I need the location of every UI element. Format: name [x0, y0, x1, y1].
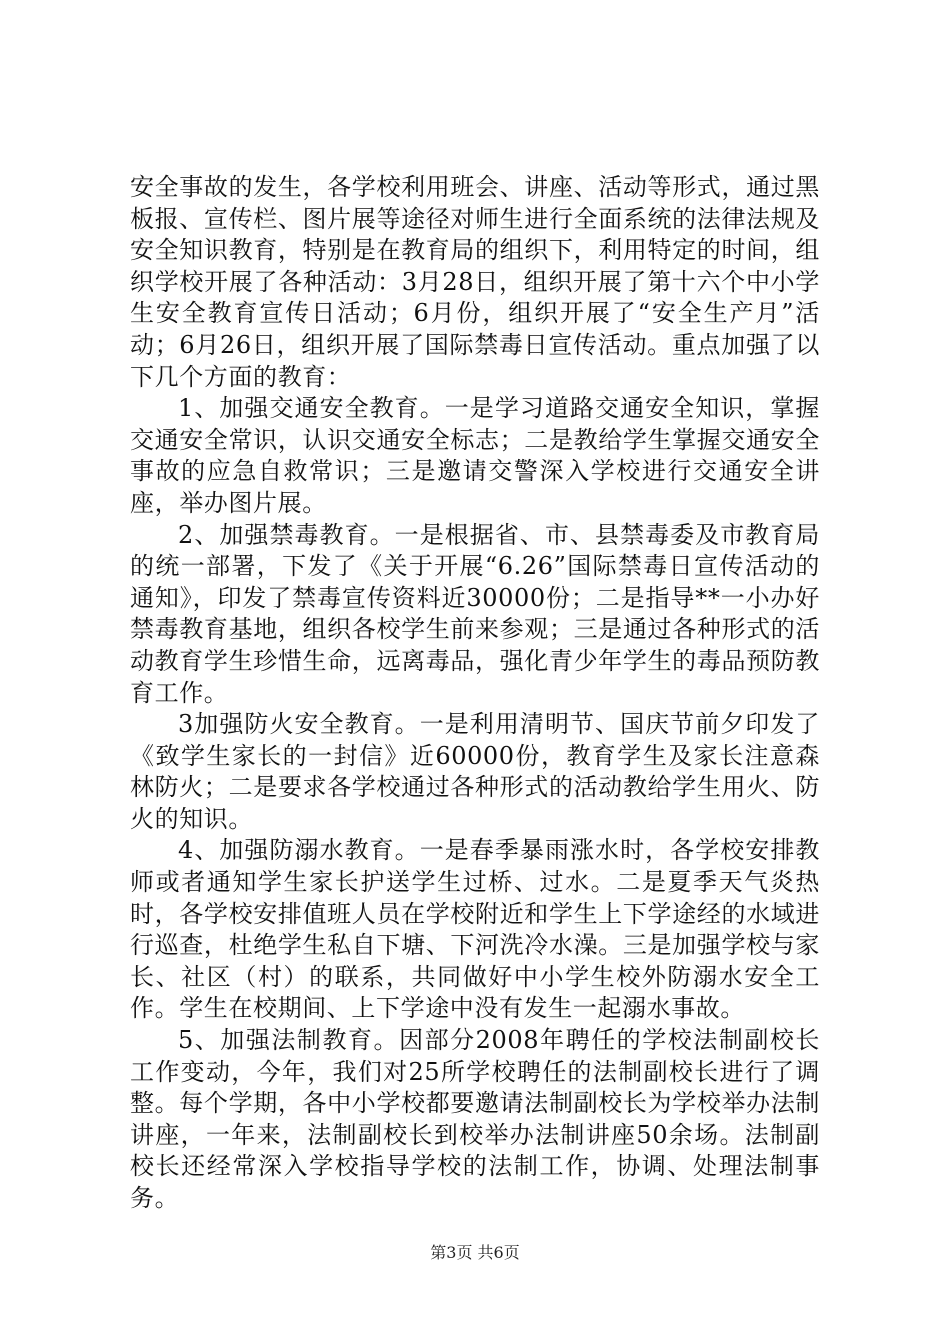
paragraph-traffic-safety: 1、加强交通安全教育。一是学习道路交通安全知识，掌握交通安全常识，认识交通安全标志；二是教给学生掌握交通安全事故的应急自救常识；三是邀请交警深入学校进行交通安全讲座，举办图片展。 [130, 394, 820, 517]
document-body [130, 172, 820, 1215]
page-footer: 第3页 共6页 [430, 1243, 520, 1262]
paragraph-drug-prevention: 2、加强禁毒教育。一是根据省、市、县禁毒委及市教育局的统一部署，下发了《关于开展“6.26”国际禁毒日宣传活动的通知》，印发了禁毒宣传资料近30000份；二是指导**一小办好禁毒教育基地，组织各校学生前来参观；三是通过各种形式的活动教育学生珍惜生命，远离毒品，强化青少年学生的毒品预防教育工作。 [130, 520, 820, 707]
paragraph-drowning-prevention: 4、加强防溺水教育。一是春季暴雨涨水时，各学校安排教师或者通知学生家长护送学生过桥、过水。二是夏季天气炎热时，各学校安排值班人员在学校附近和学生上下学途经的水域进行巡查，杜绝学生私自下塘、下河洗冷水澡。三是加强学校与家长、社区（村）的联系，共同做好中小学生校外防溺水安全工作。学生在校期间、上下学途中没有发生一起溺水事故。 [130, 836, 820, 1023]
paragraph-intro: 安全事故的发生，各学校利用班会、讲座、活动等形式，通过黑板报、宣传栏、图片展等途径对师生进行全面系统的法律法规及安全知识教育，特别是在教育局的组织下，利用特定的时间，组织学校开展了各种活动：3月28日，组织开展了第十六个中小学生安全教育宣传日活动；6月份，组织开展了“安全生产月”活动；6月26日，组织开展了国际禁毒日宣传活动。重点加强了以下几个方面的教育： [130, 173, 820, 391]
paragraph-legal-education: 5、加强法制教育。因部分2008年聘任的学校法制副校长工作变动，今年，我们对25所学校聘任的法制副校长进行了调整。每个学期，各中小学校都要邀请法制副校长为学校举办法制讲座，一年来，法制副校长到校举办法制讲座50余场。法制副校长还经常深入学校指导学校的法制工作，协调、处理法制事务。 [130, 1026, 820, 1212]
paragraph-fire-safety: 3加强防火安全教育。一是利用清明节、国庆节前夕印发了《致学生家长的一封信》近60000份，教育学生及家长注意森林防火；二是要求各学校通过各种形式的活动教给学生用火、防火的知识。 [130, 710, 820, 833]
